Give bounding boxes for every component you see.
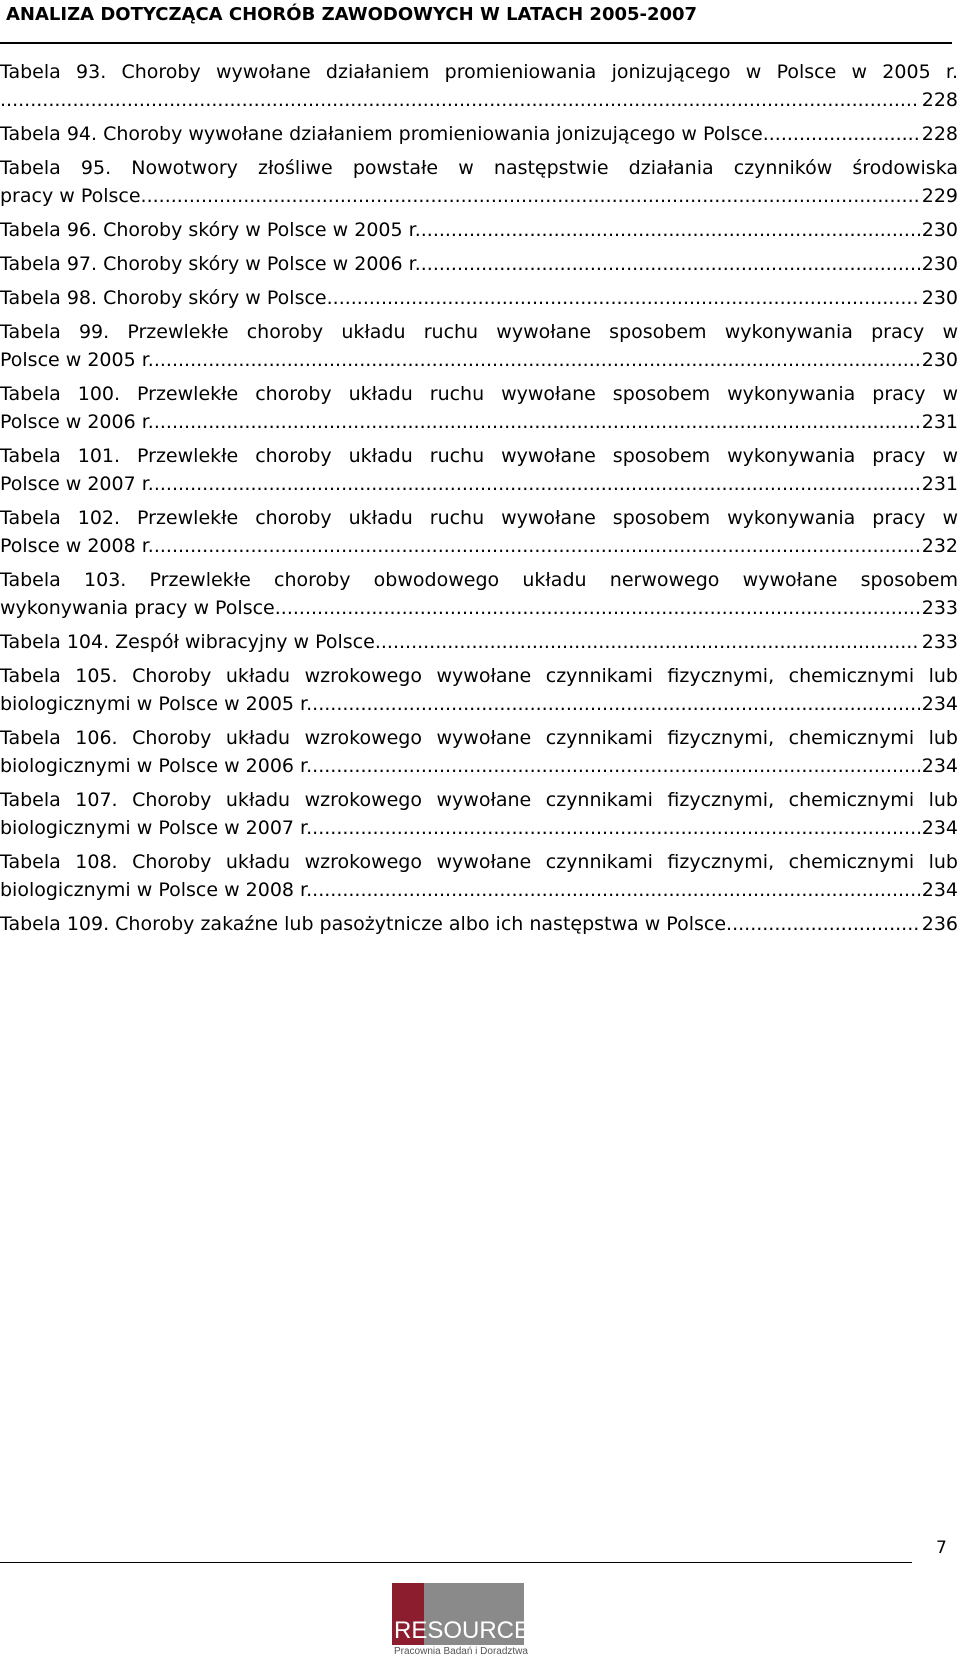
toc-entry-last-line <box>0 250 958 278</box>
toc-page-number: 234 <box>921 693 958 715</box>
toc-entry-last-line <box>0 408 958 436</box>
toc-entry-last-line <box>0 120 958 148</box>
toc-entry[interactable] <box>0 504 958 560</box>
toc-entry-title: biologicznymi w Polsce w 2006 r. <box>0 755 313 777</box>
toc-entry-last-line <box>0 594 958 622</box>
toc-page-number: 228 <box>921 123 958 145</box>
toc-entry[interactable] <box>0 284 958 312</box>
toc-dot-leader <box>0 86 920 114</box>
toc-entry-last-line <box>0 690 958 718</box>
toc-dot-leader <box>763 120 920 148</box>
toc-entry-line: Tabela 107. Choroby układu wzrokowego wywołane czynnikami fizycznymi, chemicznymi lub <box>0 789 958 811</box>
toc-page-number: 231 <box>921 411 958 433</box>
toc-entry-title: Tabela 104. Zespół wibracyjny w Polsce <box>0 631 375 653</box>
toc-dot-leader <box>275 594 920 622</box>
resource-logo <box>392 1583 531 1658</box>
toc-page-number: 236 <box>921 913 958 935</box>
toc-page-number: 230 <box>921 219 958 241</box>
toc-dot-leader <box>421 216 920 244</box>
toc-dot-leader <box>141 182 920 210</box>
page-number: 7 <box>936 1538 947 1558</box>
toc-dot-leader <box>154 470 920 498</box>
toc-entry[interactable] <box>0 848 958 904</box>
toc-entry[interactable] <box>0 910 958 938</box>
toc-entry-title: Tabela 97. Choroby skóry w Polsce w 2006 r. <box>0 253 421 275</box>
toc-dot-leader <box>312 690 920 718</box>
toc-entry[interactable] <box>0 662 958 718</box>
toc-page-number: 230 <box>921 253 958 275</box>
toc-entry[interactable] <box>0 442 958 498</box>
toc-entry-last-line <box>0 216 958 244</box>
toc-entry-line: Tabela 106. Choroby układu wzrokowego wywołane czynnikami fizycznymi, chemicznymi lub <box>0 727 958 749</box>
toc-dot-leader <box>726 910 920 938</box>
toc-dot-leader <box>154 346 920 374</box>
logo-tagline: Pracownia Badań i Doradztwa <box>394 1646 528 1657</box>
toc-entry[interactable] <box>0 120 958 148</box>
toc-entry-line: Tabela 100. Przewlekłe choroby układu ruchu wywołane sposobem wykonywania pracy w <box>0 383 958 405</box>
toc-entry-title: Polsce w 2007 r. <box>0 473 154 495</box>
toc-page-number: 232 <box>921 535 958 557</box>
toc-entry[interactable] <box>0 786 958 842</box>
toc-dot-leader <box>421 250 920 278</box>
toc-entry-line: Tabela 103. Przewlekłe choroby obwodowego układu nerwowego wywołane sposobem <box>0 569 958 591</box>
toc-page-number: 233 <box>921 597 958 619</box>
toc-page-number: 234 <box>921 817 958 839</box>
toc-page-number: 230 <box>921 349 958 371</box>
toc-entry[interactable] <box>0 380 958 436</box>
logo-wordmark: RESOURCE <box>394 1617 531 1644</box>
toc-entry[interactable] <box>0 318 958 374</box>
toc-entry[interactable] <box>0 154 958 210</box>
footer-rule <box>0 1562 912 1563</box>
running-header: ANALIZA DOTYCZĄCA CHORÓB ZAWODOWYCH W LATACH 2005-2007 <box>6 4 698 25</box>
toc-page-number: 229 <box>921 185 958 207</box>
toc-entry-last-line <box>0 876 958 904</box>
toc-entry[interactable] <box>0 216 958 244</box>
toc-page-number: 230 <box>921 287 958 309</box>
toc-entry-last-line <box>0 752 958 780</box>
toc-dot-leader <box>375 628 920 656</box>
toc-entry-last-line <box>0 814 958 842</box>
toc-entry-line: Tabela 108. Choroby układu wzrokowego wywołane czynnikami fizycznymi, chemicznymi lub <box>0 851 958 873</box>
toc-entry-title: Tabela 94. Choroby wywołane działaniem promieniowania jonizującego w Polsce <box>0 123 763 145</box>
toc-entry-title: Polsce w 2006 r. <box>0 411 154 433</box>
toc-page-number: 231 <box>921 473 958 495</box>
toc-entry-line: Tabela 99. Przewlekłe choroby układu ruchu wywołane sposobem wykonywania pracy w <box>0 321 958 343</box>
toc-entry[interactable] <box>0 250 958 278</box>
toc-entry[interactable] <box>0 724 958 780</box>
toc-entry-line: Tabela 101. Przewlekłe choroby układu ruchu wywołane sposobem wykonywania pracy w <box>0 445 958 467</box>
toc-page-number: 234 <box>921 879 958 901</box>
toc-entry-last-line <box>0 628 958 656</box>
toc-entry-title: biologicznymi w Polsce w 2008 r. <box>0 879 313 901</box>
toc-dot-leader <box>327 284 920 312</box>
toc-dot-leader <box>312 752 920 780</box>
toc-entry-title: Tabela 109. Choroby zakaźne lub pasożytnicze albo ich następstwa w Polsce <box>0 913 727 935</box>
toc-entry-last-line <box>0 86 958 114</box>
toc-entry-line: Tabela 105. Choroby układu wzrokowego wywołane czynnikami fizycznymi, chemicznymi lub <box>0 665 958 687</box>
toc-entry[interactable] <box>0 566 958 622</box>
toc-dot-leader <box>312 876 920 904</box>
toc-entry-title: Polsce w 2008 r. <box>0 535 154 557</box>
toc-entry-title: Tabela 98. Choroby skóry w Polsce <box>0 287 327 309</box>
toc-entry[interactable] <box>0 628 958 656</box>
toc-entry-line: Tabela 102. Przewlekłe choroby układu ruchu wywołane sposobem wykonywania pracy w <box>0 507 958 529</box>
toc-entry-last-line <box>0 346 958 374</box>
toc-entry-line: Tabela 93. Choroby wywołane działaniem promieniowania jonizującego w Polsce w 2005 r. <box>0 61 958 83</box>
toc-entry-title: biologicznymi w Polsce w 2005 r. <box>0 693 313 715</box>
header-rule <box>0 42 952 44</box>
toc-entry-title: pracy w Polsce <box>0 185 141 207</box>
toc-entry-last-line <box>0 182 958 210</box>
table-of-contents <box>0 58 958 938</box>
toc-dot-leader <box>154 532 920 560</box>
toc-entry-title: Tabela 96. Choroby skóry w Polsce w 2005 r. <box>0 219 421 241</box>
toc-entry-title: Polsce w 2005 r. <box>0 349 154 371</box>
toc-entry-last-line <box>0 532 958 560</box>
toc-dot-leader <box>312 814 920 842</box>
toc-entry-title: wykonywania pracy w Polsce <box>0 597 275 619</box>
toc-page-number: 228 <box>921 89 958 111</box>
toc-dot-leader <box>154 408 920 436</box>
toc-entry-line: Tabela 95. Nowotwory złośliwe powstałe w następstwie działania czynników środowiska <box>0 157 958 179</box>
toc-entry-last-line <box>0 910 958 938</box>
toc-page-number: 234 <box>921 755 958 777</box>
toc-page-number: 233 <box>921 631 958 653</box>
toc-entry[interactable] <box>0 58 958 114</box>
toc-entry-last-line <box>0 470 958 498</box>
toc-entry-last-line <box>0 284 958 312</box>
toc-entry-title: biologicznymi w Polsce w 2007 r. <box>0 817 313 839</box>
